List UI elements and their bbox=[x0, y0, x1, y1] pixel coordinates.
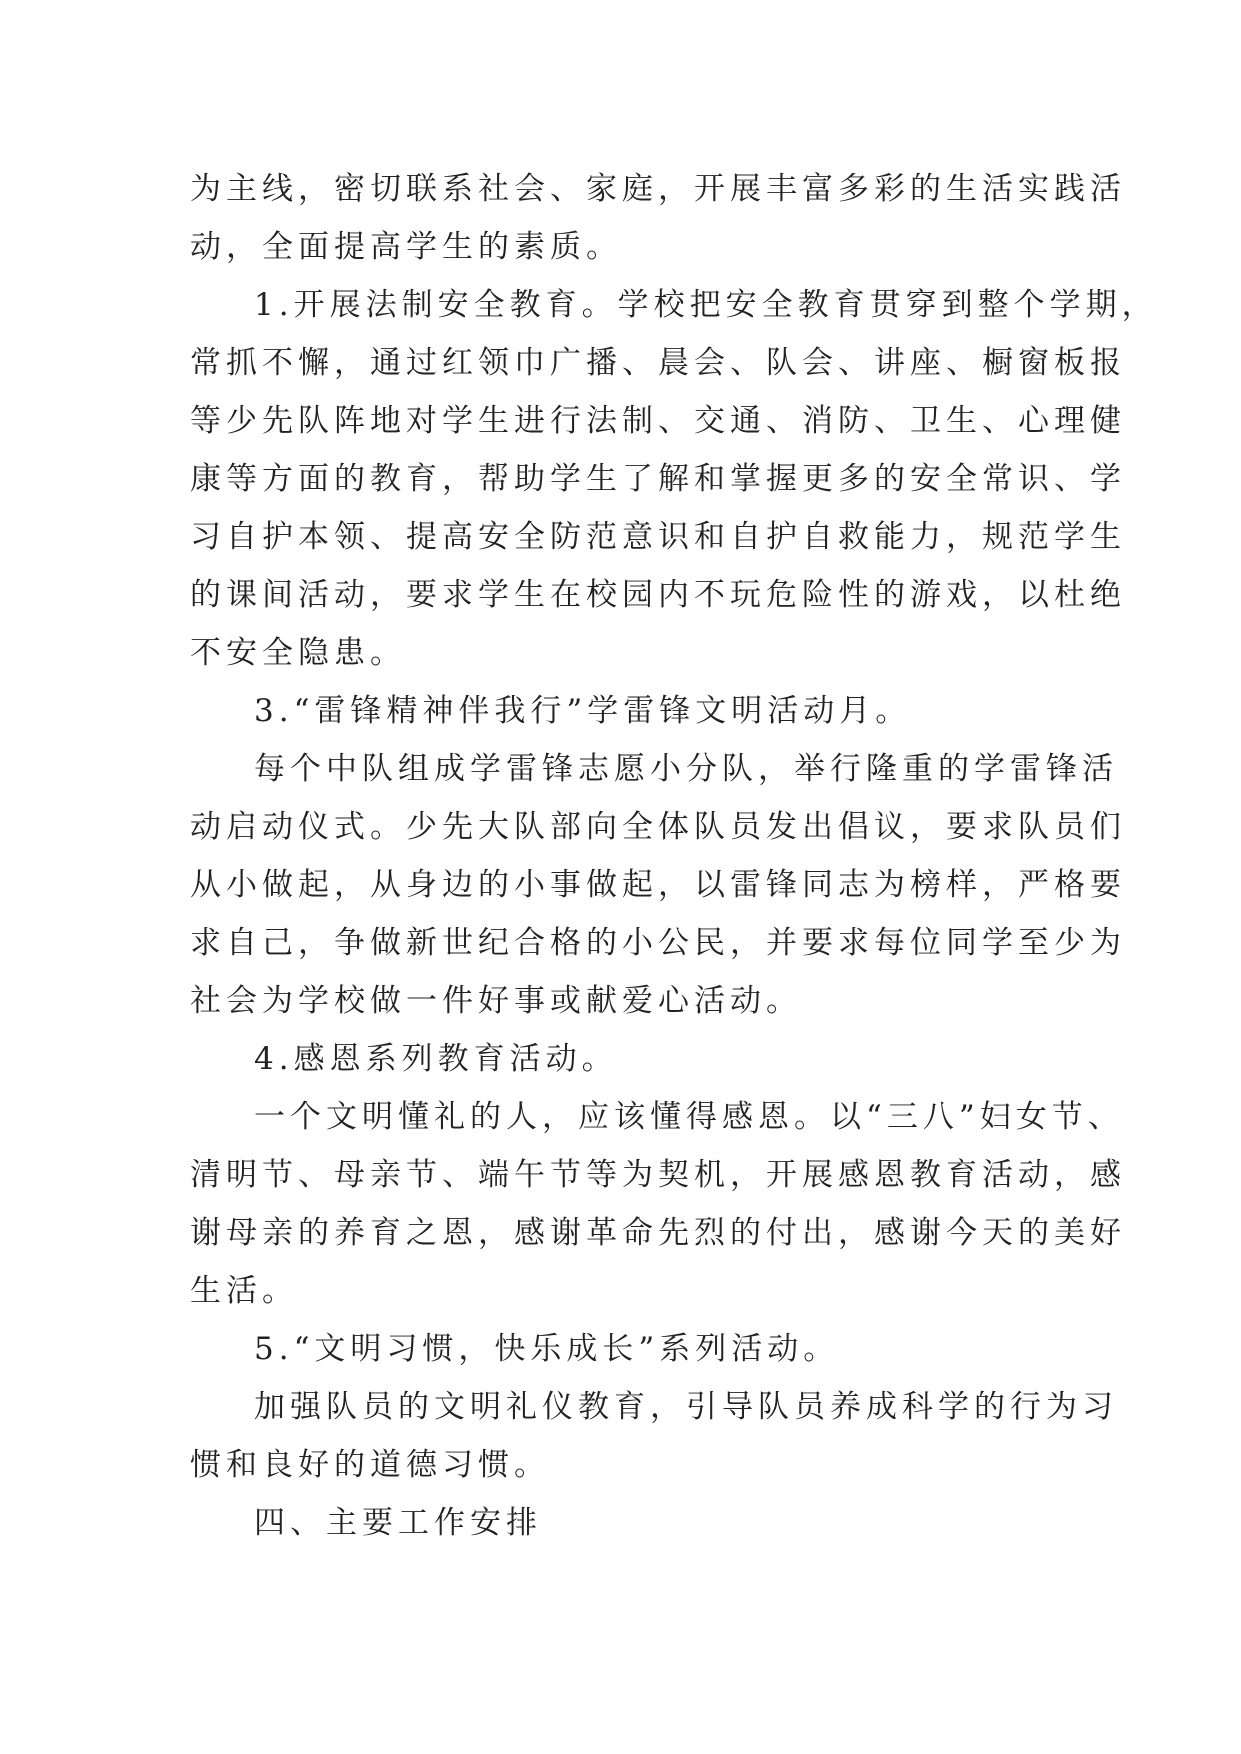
text-line: 一个文明懂礼的人，应该懂得感恩。以“三八”妇女节、 bbox=[254, 1099, 1124, 1135]
text-line: 动启动仪式。少先大队部向全体队员发出倡议，要求队员们 bbox=[190, 809, 1126, 845]
text-line: 求自己，争做新世纪合格的小公民，并要求每位同学至少为 bbox=[190, 925, 1126, 961]
text-line: 不安全隐患。 bbox=[190, 635, 406, 671]
text-line: 每个中队组成学雷锋志愿小分队，举行隆重的学雷锋活 bbox=[254, 751, 1118, 787]
text-line: 加强队员的文明礼仪教育，引导队员养成科学的行为习 bbox=[254, 1389, 1118, 1425]
text-line: 动，全面提高学生的素质。 bbox=[190, 229, 622, 265]
text-line: 习自护本领、提高安全防范意识和自护自救能力，规范学生 bbox=[190, 519, 1126, 555]
text-line: 4.感恩系列教育活动。 bbox=[254, 1041, 618, 1077]
text-line: 常抓不懈，通过红领巾广播、晨会、队会、讲座、橱窗板报 bbox=[190, 345, 1126, 381]
text-line: 清明节、母亲节、端午节等为契机，开展感恩教育活动，感 bbox=[190, 1157, 1126, 1193]
text-line: 5.“文明习惯，快乐成长”系列活动。 bbox=[254, 1331, 840, 1367]
text-line: 从小做起，从身边的小事做起，以雷锋同志为榜样，严格要 bbox=[190, 867, 1126, 903]
text-line: 3.“雷锋精神伴我行”学雷锋文明活动月。 bbox=[254, 693, 912, 729]
text-line: 社会为学校做一件好事或献爱心活动。 bbox=[190, 983, 802, 1019]
document-body bbox=[190, 160, 1158, 1552]
text-line: 惯和良好的道德习惯。 bbox=[190, 1447, 550, 1483]
text-line: 谢母亲的养育之恩，感谢革命先烈的付出，感谢今天的美好 bbox=[190, 1215, 1126, 1251]
text-line: 的课间活动，要求学生在校园内不玩危险性的游戏，以杜绝 bbox=[190, 577, 1126, 613]
text-line: 1.开展法制安全教育。学校把安全教育贯穿到整个学期， bbox=[254, 287, 1158, 323]
text-line: 等少先队阵地对学生进行法制、交通、消防、卫生、心理健 bbox=[190, 403, 1126, 439]
text-line: 康等方面的教育，帮助学生了解和掌握更多的安全常识、学 bbox=[190, 461, 1126, 497]
text-line: 为主线，密切联系社会、家庭，开展丰富多彩的生活实践活 bbox=[190, 171, 1126, 207]
text-line: 生活。 bbox=[190, 1273, 298, 1309]
text-line: 四、主要工作安排 bbox=[254, 1505, 542, 1541]
